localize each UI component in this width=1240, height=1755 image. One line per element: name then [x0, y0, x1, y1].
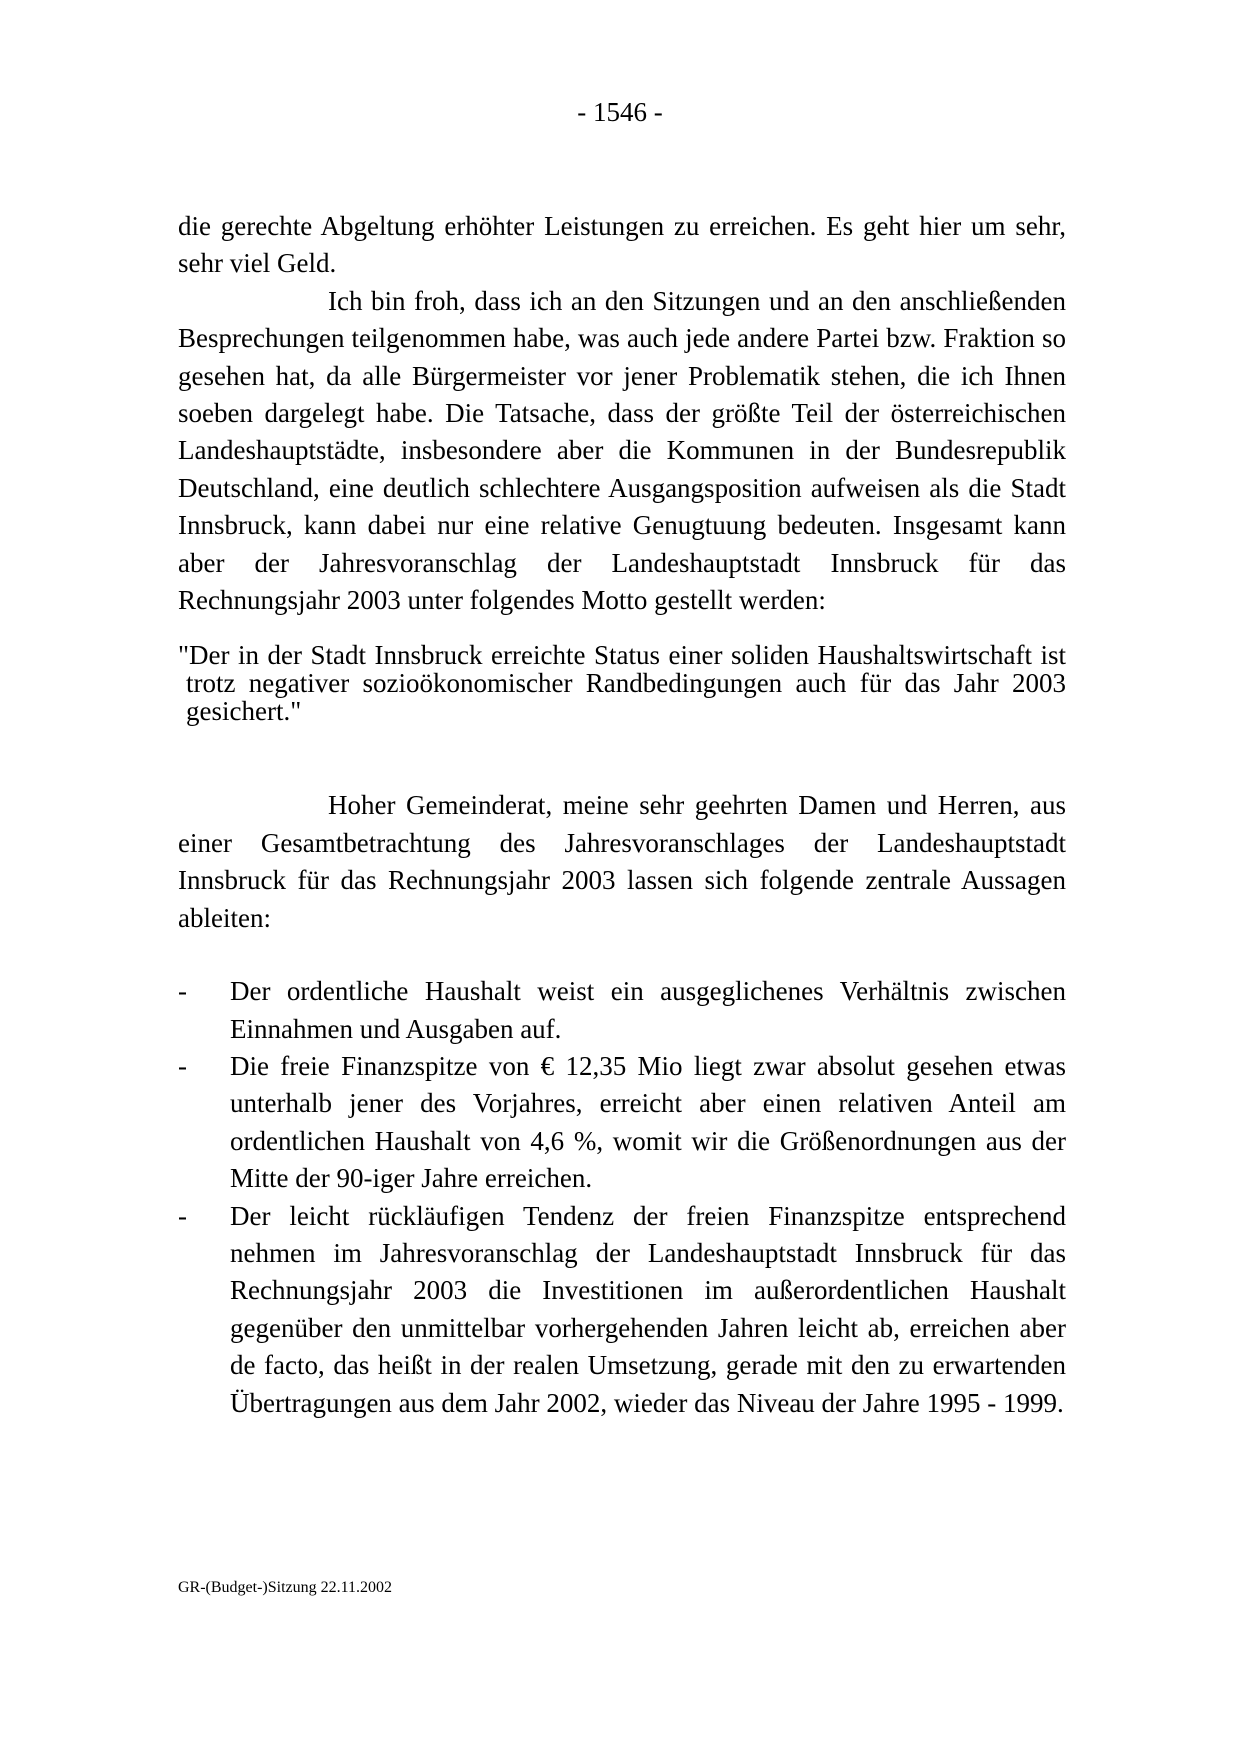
list-item-text: Der leicht rückläufigen Tendenz der freien Finanzspitze entsprechend nehmen im Jahresvoranschlag der Landeshauptstadt Innsbruck für das Rechnungsjahr 2003 die Investitionen im außerordentlichen Haushalt gegenüber den unmittelbar vorhergehenden Jahren leicht ab, erreichen aber de facto, das heißt in der realen Umsetzung, gerade mit den zu erwartenden Übertragungen aus dem Jahr 2002, wieder das Niveau der Jahre 1995 - 1999.: [230, 1200, 1066, 1418]
paragraph-sessions: Ich bin froh, dass ich an den Sitzungen und an den anschließenden Besprechungen teilgenommen habe, was auch jede andere Partei bzw. Fraktion so gesehen hat, da alle Bürgermeister vor jener Problematik stehen, die ich Ihnen soeben dargelegt habe. Die Tatsache, dass der größte Teil der österreichischen Landeshauptstädte, insbesondere aber die Kommunen in der Bundesrepublik Deutschland, eine deutlich schlechtere Ausgangsposition aufweisen als die Stadt Innsbruck, kann dabei nur eine relative Genugtuung bedeuten. Insgesamt kann aber der Jahresvoranschlag der Landeshauptstadt Innsbruck für das Rechnungsjahr 2003 unter folgendes Motto gestellt werden:: [178, 285, 1066, 616]
page-number: - 1546 -: [577, 97, 663, 127]
motto-quote: "Der in der Stadt Innsbruck erreichte Status einer soliden Haushaltswirtschaft ist trotz negativer sozioökonomischer Randbedingungen auch für das Jahr 2003 gesichert.": [178, 640, 1066, 727]
list-item: [178, 1048, 1066, 1198]
dash-marker: -: [178, 1050, 187, 1081]
footer-session-info: GR-(Budget-)Sitzung 22.11.2002: [178, 1579, 393, 1596]
key-statements-list: [178, 973, 1066, 1422]
paragraph-summary-intro: Hoher Gemeinderat, meine sehr geehrten Damen und Herren, aus einer Gesamtbetrachtung des Jahresvoranschlages der Landeshauptstadt Innsbruck für das Rechnungsjahr 2003 lassen sich folgende zentrale Aussagen ableiten:: [178, 790, 1066, 933]
dash-marker: -: [178, 1200, 187, 1231]
list-item: [178, 1198, 1066, 1422]
paragraph-continuation: die gerechte Abgeltung erhöhter Leistungen zu erreichen. Es geht hier um sehr, sehr viel Geld.: [178, 211, 1066, 279]
list-item: [178, 973, 1066, 1048]
document-body: [178, 208, 1066, 1422]
list-item-text: Die freie Finanzspitze von € 12,35 Mio liegt zwar absolut gesehen etwas unterhalb jener des Vorjahres, erreicht aber einen relativen Anteil am ordentlichen Haushalt von 4,6 %, womit wir die Größenordnungen aus der Mitte der 90-iger Jahre erreichen.: [230, 1050, 1066, 1194]
list-item-text: Der ordentliche Haushalt weist ein ausgeglichenes Verhältnis zwischen Einnahmen und Ausgaben auf.: [230, 976, 1066, 1044]
dash-marker: -: [178, 976, 187, 1007]
